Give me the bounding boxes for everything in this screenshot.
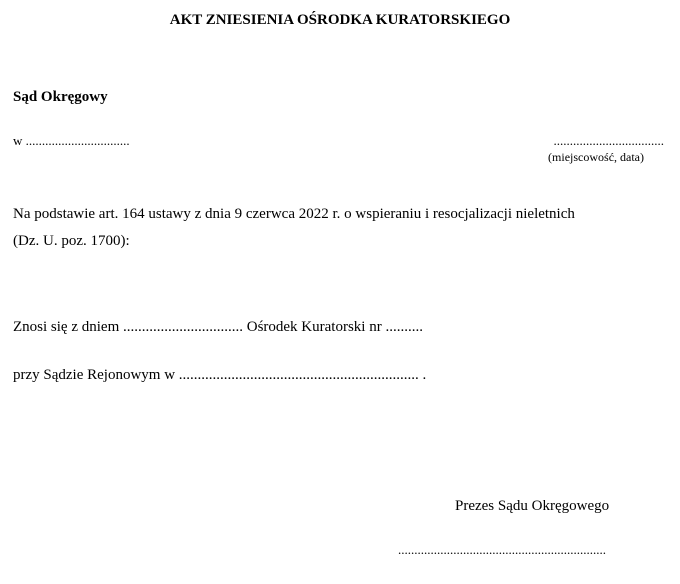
signatory-title: Prezes Sądu Okręgowego <box>455 498 610 514</box>
court-name: Sąd Okręgowy <box>13 89 108 105</box>
place-date-caption: (miejscowość, data) <box>548 150 644 164</box>
district-court-statement: przy Sądzie Rejonowym w ................................................................ . <box>13 367 427 383</box>
legal-basis-line-2: (Dz. U. poz. 1700): <box>13 233 130 249</box>
abolish-statement: Znosi się z dniem ................................ Ośrodek Kuratorski nr .......... <box>13 319 423 335</box>
legal-basis-paragraph <box>13 201 668 255</box>
legal-basis-line-1: Na podstawie art. 164 ustawy z dnia 9 czerwca 2022 r. o wspieraniu i resocjalizacji nieletnich <box>13 206 575 222</box>
court-place-field: w ................................ <box>13 133 130 148</box>
document-title: AKT ZNIESIENIA OŚRODKA KURATORSKIEGO <box>169 12 511 28</box>
signature-line: ................................................................ <box>398 542 606 557</box>
place-date-field: .................................. <box>553 133 664 148</box>
